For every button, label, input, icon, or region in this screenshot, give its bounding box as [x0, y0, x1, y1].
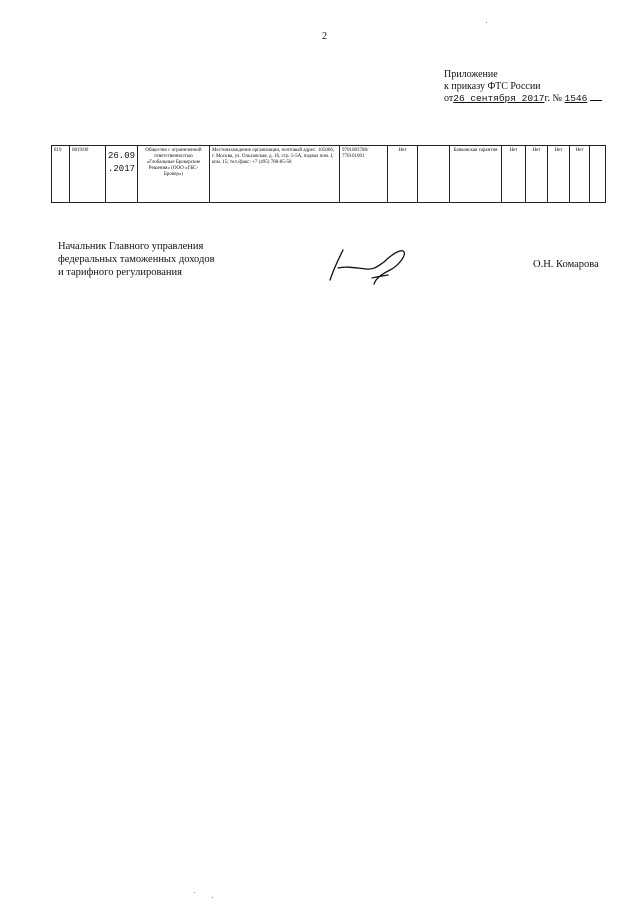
cell-col-11: Нет — [526, 146, 548, 203]
cell-date: 26.09.2017 — [106, 146, 138, 203]
registry-table — [51, 145, 606, 203]
scan-speck — [194, 892, 195, 893]
cell-registration-number: 0819/00 — [70, 146, 106, 203]
cell-col-8 — [418, 146, 450, 203]
signer-title-line-3: и тарифного регулирования — [58, 267, 182, 278]
handwritten-signature-icon — [316, 244, 410, 286]
cell-address: Местонахождение организации, почтовый адрес: 105066, г. Москва, ул. Ольховская, д. 16, стр. 5-5А, подвал пом. I, ком. 15; тел./факс: +7 (495) 780-85-58 — [210, 146, 340, 203]
page-number: 2 — [322, 31, 327, 42]
cell-col-10: Нет — [502, 146, 526, 203]
appendix-number-underline — [590, 100, 602, 101]
signer-name: О.Н. Комарова — [533, 259, 599, 270]
cell-index: 819 — [52, 146, 70, 203]
scan-speck — [486, 22, 487, 23]
cell-col-12: Нет — [548, 146, 570, 203]
signer-title-line-2: федеральных таможенных доходов — [58, 254, 215, 265]
cell-col-13: Нет — [570, 146, 590, 203]
appendix-number-sign: № — [552, 93, 562, 104]
cell-col-14 — [590, 146, 606, 203]
scan-speck — [212, 897, 213, 898]
appendix-from-prefix: от — [444, 93, 454, 104]
appendix-title: Приложение — [444, 69, 498, 80]
appendix-order-ref: к приказу ФТС России — [444, 81, 541, 92]
appendix-year-suffix: г. — [544, 93, 550, 104]
table-row — [52, 146, 606, 203]
appendix-date-number-line — [444, 93, 602, 105]
cell-security-type: Банковская гарантия — [450, 146, 502, 203]
cell-inn-kpp: 9701083788/ 770101001 — [340, 146, 388, 203]
signer-title-line-1: Начальник Главного управления — [58, 241, 204, 252]
signature-title-block — [58, 240, 215, 279]
appendix-header — [444, 69, 602, 105]
appendix-number: 1546 — [564, 93, 588, 104]
cell-col-7: Нет — [388, 146, 418, 203]
appendix-date: 26 сентября 2017 — [453, 93, 545, 104]
cell-organization: Общество с ограниченной ответственностью «Глобальные Брокерские Решения» (ООО «ГБС-Брокер») — [138, 146, 210, 203]
